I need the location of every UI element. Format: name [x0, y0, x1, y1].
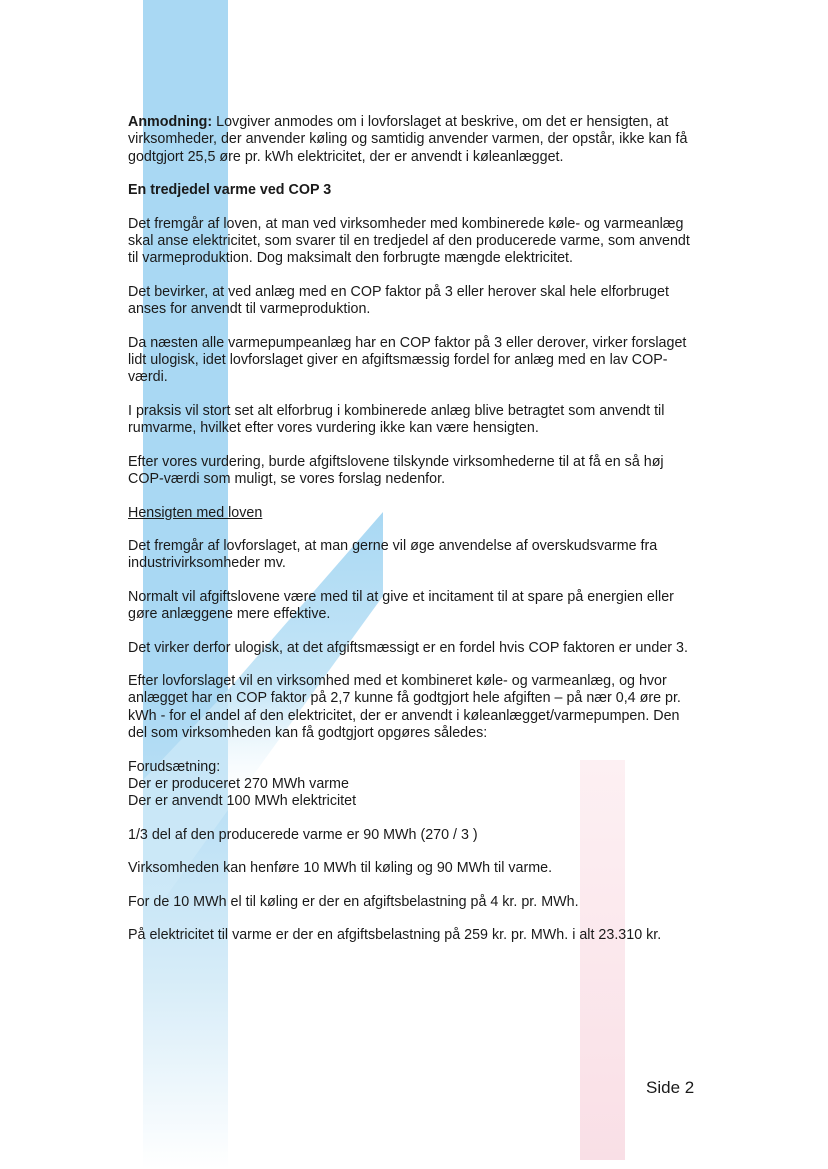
assumption-line-2: Der er anvendt 100 MWh elektricitet	[128, 793, 357, 810]
heading-cop3: En tredjedel varme ved COP 3	[128, 182, 332, 199]
paragraph-11: Virksomheden kan henføre 10 MWh til køling og 90 MWh til varme.	[128, 860, 553, 877]
document-body	[128, 114, 698, 960]
paragraph-5: Efter vores vurdering, burde afgiftslovene tilskynde virksomhederne til at få en så høj COP-værdi som muligt, se vores forslag nedenfor.	[128, 453, 664, 488]
request-paragraph	[128, 114, 698, 166]
paragraph-9: Efter lovforslaget vil en virksomhed med et kombineret køle- og varmeanlæg, og hvor anlægget har en COP faktor på 2,7 kunne få godtgjort hele afgiften – på nær 0,4 øre pr. kWh - for el andel af den elektricitet, der er anvendt i køleanlægget/varmepumpen. Den del som virksomheden kan få godtgjort opgøres således:	[128, 672, 681, 742]
paragraph-4: I praksis vil stort set alt elforbrug i kombinerede anlæg blive betragtet som anvendt til rumvarme, hvilket efter vores vurdering ikke kan være hensigten.	[128, 402, 665, 437]
paragraph-6: Det fremgår af lovforslaget, at man gerne vil øge anvendelse af overskudsvarme fra industrivirksomheder mv.	[128, 537, 658, 572]
paragraph-13: På elektricitet til varme er der en afgiftsbelastning på 259 kr. pr. MWh. i alt 23.310 kr.	[128, 927, 662, 943]
paragraph-7: Normalt vil afgiftslovene være med til at give et incitament til at spare på energien eller gøre anlæggene mere effektive.	[128, 588, 674, 623]
request-text: Lovgiver anmodes om i lovforslaget at beskrive, om det er hensigten, at virksomheder, der anvender køling og samtidig anvender varmen, der opstår, ikke kan få godtgjort 25,5 øre pr. kWh elektricitet, der er anvendt i køleanlægget.	[128, 114, 688, 165]
paragraph-10: 1/3 del af den producerede varme er 90 MWh (270 / 3 )	[128, 826, 478, 843]
heading-intent: Hensigten med loven	[128, 504, 263, 521]
request-label: Anmodning:	[128, 114, 213, 130]
paragraph-8: Det virker derfor ulogisk, at det afgiftsmæssigt er en fordel hvis COP faktoren er under 3.	[128, 639, 688, 656]
page-number: Side 2	[646, 1078, 695, 1097]
paragraph-1: Det fremgår af loven, at man ved virksomheder med kombinerede køle- og varmeanlæg skal anse elektricitet, som svarer til en tredjedel af den producerede varme, som anvendt til varmeproduktion. Dog maksimalt den forbrugte mængde elektricitet.	[128, 215, 690, 267]
paragraph-12: For de 10 MWh el til køling er der en afgiftsbelastning på 4 kr. pr. MWh.	[128, 893, 579, 910]
assumption-line-1: Der er produceret 270 MWh varme	[128, 775, 349, 792]
assumption-label: Forudsætning:	[128, 758, 221, 775]
paragraph-3: Da næsten alle varmepumpeanlæg har en COP faktor på 3 eller derover, virker forslaget lidt ulogisk, idet lovforslaget giver en afgiftsmæssig fordel for anlæg med en lav COP-værdi.	[128, 334, 687, 386]
assumption-block	[128, 759, 698, 811]
paragraph-2: Det bevirker, at ved anlæg med en COP faktor på 3 eller herover skal hele elforbruget anses for anvendt til varmeproduktion.	[128, 283, 669, 318]
